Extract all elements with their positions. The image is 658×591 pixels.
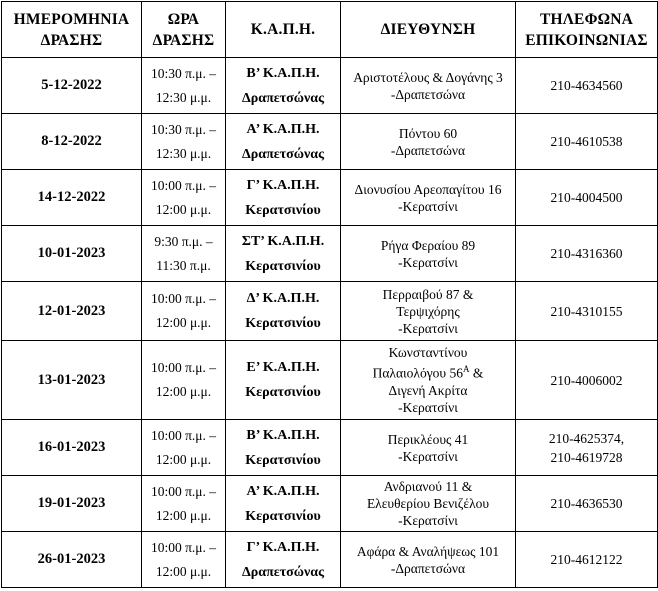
phone-cell (516, 420, 658, 476)
kapi-cell-line: Γ’ Κ.Α.Π.Η. (246, 539, 320, 555)
addr-cell-line: Ρήγα Φεραίου 89 (380, 237, 476, 253)
phone-cell (516, 170, 658, 226)
kapi-cell-line: Β’ Κ.Α.Π.Η. (246, 427, 320, 443)
phone-cell-line: 210-4636530 (550, 496, 623, 511)
addr-cell-line: Ελευθερίου Βενιζέλου (366, 496, 490, 511)
kapi-cell-line: Κερατσινίου (245, 452, 321, 468)
kapi-cell-line: Δραπετσώνας (241, 564, 324, 580)
date-cell: 14-12-2022 (2, 170, 142, 226)
time-cell (142, 420, 226, 476)
time-cell-line: 12:00 μ.μ. (155, 451, 212, 467)
header-time-line: ΩΡΑ (167, 10, 200, 28)
time-cell-line: 12:00 μ.μ. (155, 563, 212, 579)
addr-cell (341, 170, 516, 226)
time-cell-line: 10:00 π.μ. – (150, 360, 217, 375)
time-cell (142, 226, 226, 282)
kapi-cell-line: Δραπετσώνας (241, 146, 324, 162)
time-cell-line: 10:30 π.μ. – (150, 65, 217, 81)
phone-cell-line: 210-4634560 (550, 78, 623, 93)
time-cell (142, 532, 226, 588)
addr-cell-line: -Κερατσίνι (398, 254, 458, 270)
table-row (2, 58, 658, 114)
kapi-cell (226, 114, 341, 170)
date-cell: 13-01-2023 (2, 341, 142, 420)
addr-cell (341, 58, 516, 114)
kapi-cell (226, 532, 341, 588)
date-cell: 10-01-2023 (2, 226, 142, 282)
addr-cell (341, 114, 516, 170)
header-date-line: ΗΜΕΡΟΜΗΝΙΑ (13, 10, 130, 28)
time-cell-line: 10:00 π.μ. – (150, 177, 217, 193)
table-row (2, 282, 658, 341)
addr-cell-line: Περραιβού 87 & (382, 286, 474, 302)
phone-cell-line: 210-4004500 (550, 190, 623, 205)
kapi-cell (226, 341, 341, 420)
time-cell-line: 10:00 π.μ. – (150, 291, 217, 306)
addr-cell-line: Παλαιολόγου $56^A$ & (372, 364, 484, 381)
header-address (341, 2, 516, 58)
kapi-cell-line: Κερατσινίου (245, 508, 321, 524)
kapi-cell-line: Γ’ Κ.Α.Π.Η. (246, 177, 320, 193)
time-cell-line: 12:00 μ.μ. (155, 384, 212, 399)
addr-cell (341, 282, 516, 341)
time-cell-line: 9:30 π.μ. – (154, 233, 213, 249)
table-row (2, 476, 658, 532)
date-cell: 8-12-2022 (2, 114, 142, 170)
header-kapi-line: Κ.Α.Π.Η. (250, 21, 316, 38)
table-row (2, 420, 658, 476)
addr-cell (341, 532, 516, 588)
kapi-cell-line: Δραπετσώνας (241, 90, 324, 106)
time-cell (142, 341, 226, 420)
phone-cell (516, 341, 658, 420)
phone-cell (516, 226, 658, 282)
header-address-line: ΔΙΕΥΘΥΝΣΗ (380, 21, 476, 38)
addr-cell-line: Διγενή Ακρίτα (388, 382, 468, 398)
kapi-cell (226, 282, 341, 341)
phone-cell-line: 210-4619728 (550, 449, 623, 465)
addr-cell (341, 420, 516, 476)
kapi-cell-line: Ε’ Κ.Α.Π.Η. (246, 360, 320, 375)
kapi-cell-line: Κερατσινίου (245, 258, 321, 274)
header-date-line: ΔΡΑΣΗΣ (40, 31, 103, 49)
phone-cell-line: 210-4316360 (550, 246, 623, 261)
header-date (2, 2, 142, 58)
addr-cell-line: Πόντου 60 (398, 125, 458, 141)
header-time (142, 2, 226, 58)
addr-cell-line: Διονυσίου Αρεοπαγίτου 16 (354, 181, 502, 197)
phone-cell (516, 114, 658, 170)
date-cell: 12-01-2023 (2, 282, 142, 341)
addr-cell-line: Αφάρα & Αναλήψεως 101 (356, 543, 500, 559)
phone-cell (516, 476, 658, 532)
time-cell-line: 12:00 μ.μ. (155, 201, 212, 217)
time-cell (142, 58, 226, 114)
table-row (2, 226, 658, 282)
time-cell-line: 10:00 π.μ. – (150, 539, 217, 555)
table-row (2, 532, 658, 588)
header-phone (516, 2, 658, 58)
addr-cell-line: Περικλέους 41 (387, 431, 469, 447)
kapi-cell-line: Α’ Κ.Α.Π.Η. (246, 121, 320, 137)
phone-cell-line: 210-4006002 (550, 372, 623, 388)
table-row (2, 170, 658, 226)
time-cell (142, 170, 226, 226)
addr-cell (341, 341, 516, 420)
addr-cell-line: Κωνσταντίνου (388, 345, 468, 361)
date-cell: 5-12-2022 (2, 58, 142, 114)
header-row (2, 2, 658, 58)
kapi-cell-line: ΣΤ’ Κ.Α.Π.Η. (241, 233, 325, 249)
time-cell-line: 11:30 π.μ. (156, 257, 211, 273)
kapi-cell (226, 226, 341, 282)
header-phone-line: ΕΠΙΚΟΙΝΩΝΙΑΣ (525, 31, 648, 49)
addr-cell-line: -Δραπετσώνα (390, 560, 466, 576)
phone-cell (516, 282, 658, 341)
schedule-table (1, 1, 658, 588)
addr-cell-line: -Κερατσίνι (398, 399, 458, 415)
addr-cell-line: -Κερατσίνι (398, 198, 458, 214)
kapi-cell (226, 170, 341, 226)
phone-cell-line: 210-4310155 (550, 303, 623, 319)
phone-cell-line: 210-4610538 (550, 134, 623, 149)
header-phone-line: ΤΗΛΕΦΩΝΑ (539, 10, 634, 28)
addr-cell (341, 476, 516, 532)
addr-cell-line: Αριστοτέλους & Δογάνης 3 (353, 69, 503, 85)
addr-cell-line: -Κερατσίνι (398, 448, 458, 464)
header-time-line: ΔΡΑΣΗΣ (152, 31, 215, 49)
kapi-cell (226, 58, 341, 114)
time-cell (142, 282, 226, 341)
kapi-cell-line: Α’ Κ.Α.Π.Η. (246, 483, 320, 499)
header-kapi (226, 2, 341, 58)
date-cell: 19-01-2023 (2, 476, 142, 532)
time-cell-line: 10:30 π.μ. – (150, 121, 217, 137)
time-cell-line: 12:30 μ.μ. (155, 145, 212, 161)
time-cell-line: 12:00 μ.μ. (155, 315, 212, 330)
phone-cell (516, 532, 658, 588)
time-cell (142, 114, 226, 170)
time-cell-line: 12:30 μ.μ. (155, 89, 212, 105)
time-cell (142, 476, 226, 532)
addr-cell (341, 226, 516, 282)
addr-cell-line: -Δραπετσώνα (390, 142, 466, 158)
addr-cell-line: -Κερατσίνι (398, 320, 458, 336)
date-cell: 16-01-2023 (2, 420, 142, 476)
date-cell: 26-01-2023 (2, 532, 142, 588)
kapi-cell-line: Β’ Κ.Α.Π.Η. (246, 65, 320, 81)
kapi-cell-line: Κερατσινίου (245, 385, 321, 400)
phone-cell (516, 58, 658, 114)
kapi-cell (226, 476, 341, 532)
time-cell-line: 10:00 π.μ. – (150, 427, 217, 443)
addr-cell-line: -Κερατσίνι (398, 513, 458, 528)
kapi-cell (226, 420, 341, 476)
time-cell-line: 12:00 μ.μ. (155, 507, 212, 523)
addr-cell-line: -Δραπετσώνα (390, 86, 466, 102)
phone-cell-line: 210-4625374, (548, 430, 625, 446)
addr-cell-line: Ανδριανού 11 & (383, 479, 473, 494)
phone-cell-line: 210-4612122 (550, 552, 623, 567)
addr-cell-line: Τερψιχόρης (396, 303, 460, 319)
table-row (2, 114, 658, 170)
time-cell-line: 10:00 π.μ. – (150, 483, 217, 499)
kapi-cell-line: Κερατσινίου (245, 316, 321, 331)
kapi-cell-line: Δ’ Κ.Α.Π.Η. (246, 291, 320, 306)
table-row (2, 341, 658, 420)
kapi-cell-line: Κερατσινίου (245, 202, 321, 218)
